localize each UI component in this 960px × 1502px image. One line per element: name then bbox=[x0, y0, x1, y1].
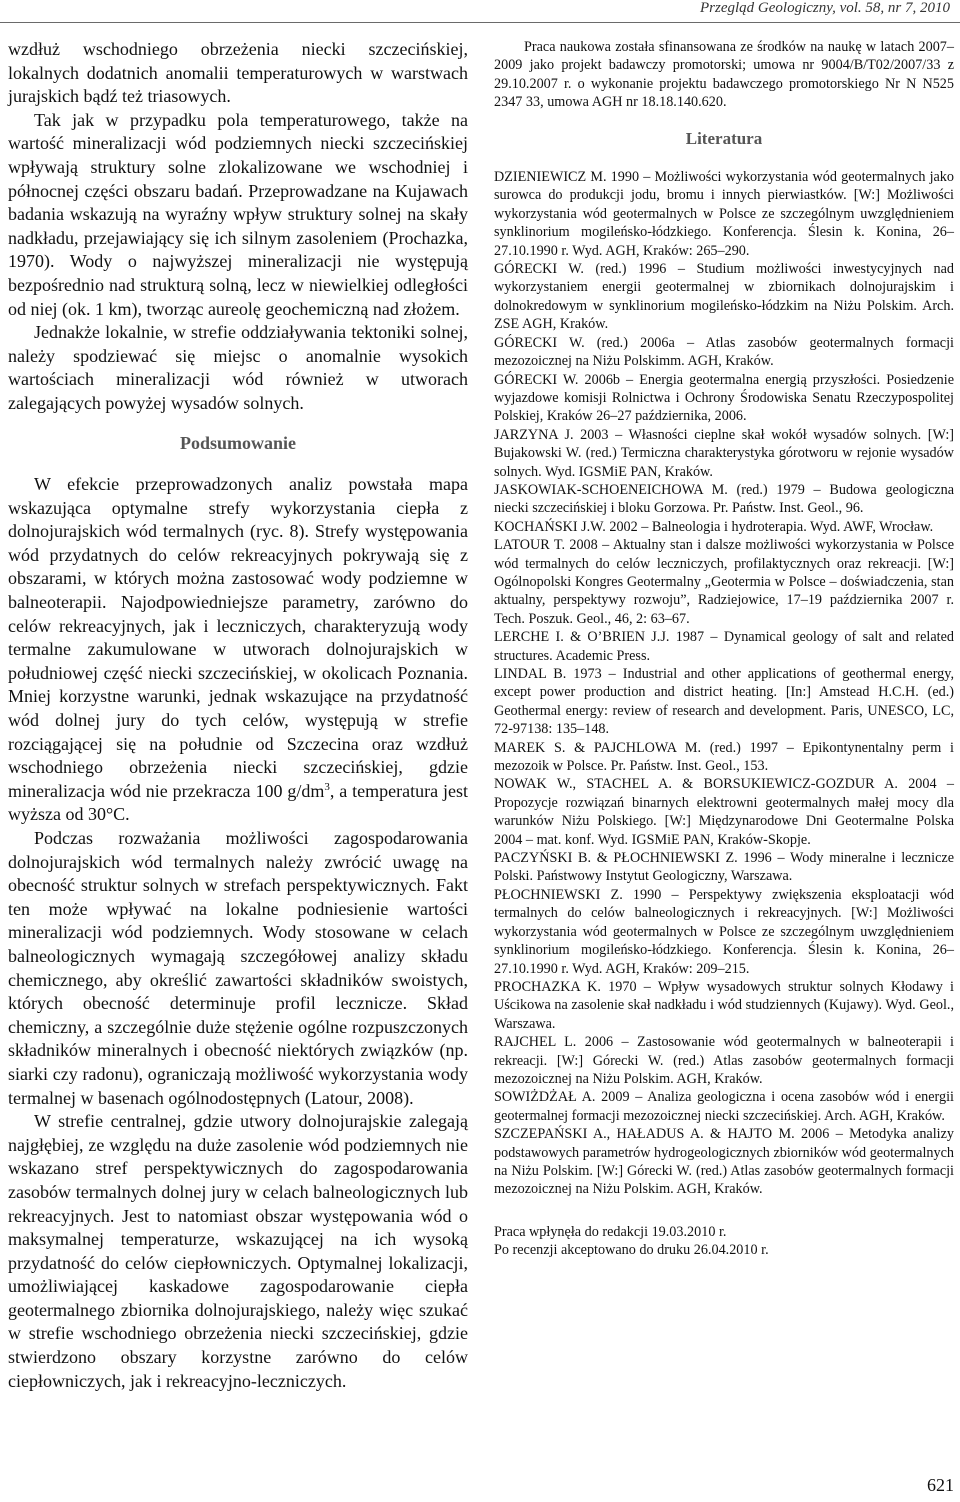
reference-item: GÓRECKI W. 2006b – Energia geotermalna energią przyszłości. Posiedzenie wyjazdowe komisji Rolnictwa i Ochrony Środowiska Senatu Rzeczypospolitej Polskiej, Kraków 26–27 października, 2006. bbox=[494, 371, 954, 425]
reference-item: SOWIŻDŻAŁ A. 2009 – Analiza geologiczna i ocena zasobów wód i energii geotermalnej formacji mezozoicznej niecki szczecińskiej. Arch. AGH, Kraków. bbox=[494, 1089, 954, 1124]
page-number-box bbox=[904, 1466, 960, 1502]
reference-item: RAJCHEL L. 2006 – Zastosowanie wód geotermalnych w balneoterapii i rekreacji. [W:] Górecki W. (red.) Atlas zasobów geotermalnych formacji mezozoicznej na Niżu Polskim. AGH, Kraków. bbox=[494, 1034, 954, 1087]
paragraph-4 bbox=[8, 473, 468, 827]
submission-dates bbox=[494, 1223, 954, 1260]
reference-item: DZIENIEWICZ M. 1990 – Możliwości wykorzystania wód geotermalnych jako surowca do produkcji jodu, bromu i innych pierwiastków. [W:] Możliwości wykorzystania wód geotermalnych w Polsce ze szczególnym uwzględnieniem synklinorium mogileńsko-łódzkiego. Konferencja. Ślesin k. Konina, 26–27.10.1990 r. Wyd. AGH, Kraków: 265–290. bbox=[494, 169, 954, 259]
reference-item: NOWAK W., STACHEL A. & BORSUKIEWICZ-GOZDUR A. 2004 – Propozycje rozwiązań binarnych elektrowni geotermalnych małej mocy dla warunków Niżu Polskiego. [W:] Międzynarodowe Dni Geotermalne Polska 2004 – mat. konf. Wyd. IGSMiE PAN, Kraków-Skopje. bbox=[494, 776, 954, 848]
journal-header: Przegląd Geologiczny, vol. 58, nr 7, 2010 bbox=[700, 0, 950, 16]
right-column bbox=[494, 38, 954, 1260]
page-number: 621 bbox=[927, 1475, 954, 1495]
reference-item: KOCHAŃSKI J.W. 2002 – Balneologia i hydroterapia. Wyd. AWF, Wrocław. bbox=[494, 518, 934, 535]
reference-item: JASKOWIAK-SCHOENEICHOWA M. (red.) 1979 – Budowa geologiczna niecki szczecińskiej i bloku Gorzowa. Pr. Państw. Inst. Geol., 96. bbox=[494, 481, 954, 517]
reference-item: LINDAL B. 1973 – Industrial and other applications of geothermal energy, except power production and district heating. [In:] Amstead H.C.H. (ed.) Geothermal energy: review of research and development. Paris, UNESCO, LC, 72-97138: 135–148. bbox=[494, 666, 954, 738]
header-rule bbox=[0, 22, 960, 23]
paragraph-4-part-b: , a temperatura jest wyższa od 30°C. bbox=[8, 780, 468, 825]
reference-item: MAREK S. & PAJCHLOWA M. (red.) 1997 – Epikontynentalny perm i mezozoik w Polsce. Pr. Państw. Inst. Geol., 153. bbox=[494, 739, 954, 775]
reference-item: PROCHAZKA K. 1970 – Wpływ wysadowych struktur solnych Kłodawy i Uścikowa na zasolenie skał nadkładu i wód studziennych (Kujawy). Wyd. Geol., Warszawa. bbox=[494, 978, 954, 1032]
reference-item: JARZYNA J. 2003 – Własności cieplne skał wokół wysadów solnych. [W:] Bujakowski W. (red.) Termiczna charakterystyka górotworu w rejonie wysadów solnych. Wyd. IGSMiE PAN, Kraków. bbox=[494, 426, 954, 480]
left-column bbox=[8, 38, 468, 1393]
accepted-date: Po recenzji akceptowano do druku 26.04.2010 r. bbox=[494, 1242, 769, 1259]
paragraph-5: Podczas rozważania możliwości zagospodarowania dolnojurajskich wód termalnych należy zwrócić uwagę na obecność struktur solnych w strefach perspektywicznych. Fakt ten może wpływać na lokalne podniesienie wartości mineralizacji wód podziemnych. Wody stosowane w celach balneologicznych wymagają szczegółowej analizy składu chemicznego, aby określić zawartości składników swoistych, których obecność determinuje profil lecznicze. Skład chemiczny, a szczególnie duże stężenie ogólne rozpuszczonych składników mineralnych i obecność niektórych związków (np. siarki czy radonu), ograniczają możliwość wykorzystania wody termalnej w basenach ogólnodostępnych (Latour, 2008). bbox=[8, 828, 468, 1108]
reference-item: GÓRECKI W. (red.) 1996 – Studium możliwości inwestycyjnych nad wykorzystaniem energii geotermalnej w zbiornikach dolnojurajskim i dolnokredowym w synklinorium mogileńsko-łódzkim na Niżu Polskim. Arch. ZSE AGH, Kraków. bbox=[494, 261, 954, 333]
paragraph-4-part-a: W efekcie przeprowadzonych analiz powstała mapa wskazująca optymalne strefy wykorzystania ciepła z dolnojurajskich wód termalnych (ryc. 8). Strefy występowania wód przydatnych do celów rekreacyjnych pokrywają się z obszarami, w których można zastosować wody podziemne w balneoterapii. Najodpowiedniejsze parametry, zarówno do celów rekreacyjnych, jak i leczniczych, charakteryzują wody termalne zakumulowane w utworach dolnojurajskich w południowej część niecki szczecińskiej, w okolicach Poznania. Mniej korzystne warunki, jednak wskazujące na przydatność wód dolnej jury do tych celów, występują w strefie rozciągającej się na południe od Szczecina oraz wzdłuż wschodniego obrzeżenia niecki szczecińskiej, gdzie mineralizacja wód nie przekracza 100 g/dm bbox=[8, 474, 468, 801]
paragraph-6: W strefie centralnej, gdzie utwory dolnojurajskie zalegają najgłębiej, ze względu na duże zasolenie wód podziemnych nie wskazano stref perspektywicznych do zagospodarowania zasobów termalnych dolnej jury w celach balneologicznych lub rekreacyjnych. Jest to natomiast obszar występowania wód o maksymalnej temperaturze, wskazującej na ich wysoką przydatność do celów ciepłowniczych. Optymalnej lokalizacji, umożliwiającej kaskadowe zagospodarowanie ciepła geotermalnego zbiornika dolnojurajskiego, należy więc szukać w strefie wschodniego obrzeżenia niecki szczecińskiej, gdzie stwierdzono obszary korzystne zarówno do celów ciepłowniczych, jak i rekreacyjno-leczniczych. bbox=[8, 1111, 468, 1391]
unit-superscript: 3 bbox=[324, 780, 330, 793]
paragraph-3: Jednakże lokalnie, w strefie oddziaływania tektoniki solnej, należy spodziewać się miejsc o anomalnie wysokich wartościach mineralizacji wód również w utworach zalegających powyżej wysadów solnych. bbox=[8, 322, 468, 413]
funding-note: Praca naukowa została sfinansowana ze środków na naukę w latach 2007–2009 jako projekt badawczy promotorski; umowa nr 9004/B/T02/2007/33 z 29.10.2007 r. o wykonanie projektu badawczego promotorskiego Nr N N525 2347 33, umowa AGH nr 18.18.140.620. bbox=[494, 39, 954, 111]
paragraph-1: wzdłuż wschodniego obrzeżenia niecki szczecińskiej, lokalnych dodatnich anomalii temperaturowych w warstwach jurajskich bądź też triasowych. bbox=[8, 39, 468, 107]
reference-item: GÓRECKI W. (red.) 2006a – Atlas zasobów geotermalnych formacji mezozoicznej na Niżu Polskimm. AGH, Kraków. bbox=[494, 334, 954, 370]
reference-item: LATOUR T. 2008 – Aktualny stan i dalsze możliwości wykorzystania w Polsce wód termalnych do celów leczniczych, profilaktycznych oraz rekreacji. [W:] Ogólnopolski Kongres Geotermalny „Geotermia w Polsce – doświadczenia, stan aktualny, perspektywy rozwoju”, Radziejowice, 17–19 października 2007 r. Tech. Poszuk. Geol., 46, 2: 63–67. bbox=[494, 537, 954, 627]
summary-heading: Podsumowanie bbox=[179, 432, 296, 453]
paragraph-2: Tak jak w przypadku pola temperaturowego, także na wartość mineralizacji wód podziemnych niecki szczecińskiej wpływają struktury solne zlokalizowane we wschodniej i północnej części obszaru badań. Przeprowadzane na Kujawach badania wskazują na wyraźny wpływ struktury solnej na skały nadkładu, przejawiający się ich silnym zasoleniem (Prochazka, 1970). Wody o najwyższej mineralizacji nie występują bezpośrednio nad strukturą solną, lecz w niewielkiej odległości od niej (ok. 1 km), tworząc aureolę geochemiczną nad złożem. bbox=[8, 109, 468, 319]
reference-list bbox=[494, 168, 954, 1199]
reference-item: PACZYŃSKI B. & PŁOCHNIEWSKI Z. 1996 – Wody mineralne i lecznicze Polski. Państwowy Instytut Geologiczny, Warszawa. bbox=[494, 850, 954, 885]
reference-item: LERCHE I. & O’BRIEN J.J. 1987 – Dynamical geology of salt and related structures. Academic Press. bbox=[494, 629, 954, 664]
reference-item: SZCZEPAŃSKI A., HAŁADUS A. & HAJTO M. 2006 – Metodyka analizy podstawowych parametrów hydrogeologicznych zbiorników wód geotermalnych na Niżu Polskim. [W:] Górecki W. (red.) Atlas zasobów geotermalnych formacji mezozoicznej na Niżu Polskim. AGH, Kraków. bbox=[494, 1126, 954, 1198]
received-date: Praca wpłynęła do redakcji 19.03.2010 r. bbox=[494, 1223, 727, 1240]
reference-item: PŁOCHNIEWSKI Z. 1990 – Perspektywy zwiększenia eksploatacji wód termalnych do celów balneologicznych i rekreacyjnych. [W:] Możliwości wykorzystania wód geotermalnych w Polsce ze szczególnym uwzględnieniem synklinorium mogileńsko-łódzkiego. Konferencja. Ślesin k. Konina, 26–27.10.1990 r. Wyd. AGH, Kraków: 209–215. bbox=[494, 886, 954, 977]
literature-heading: Literatura bbox=[685, 128, 763, 148]
